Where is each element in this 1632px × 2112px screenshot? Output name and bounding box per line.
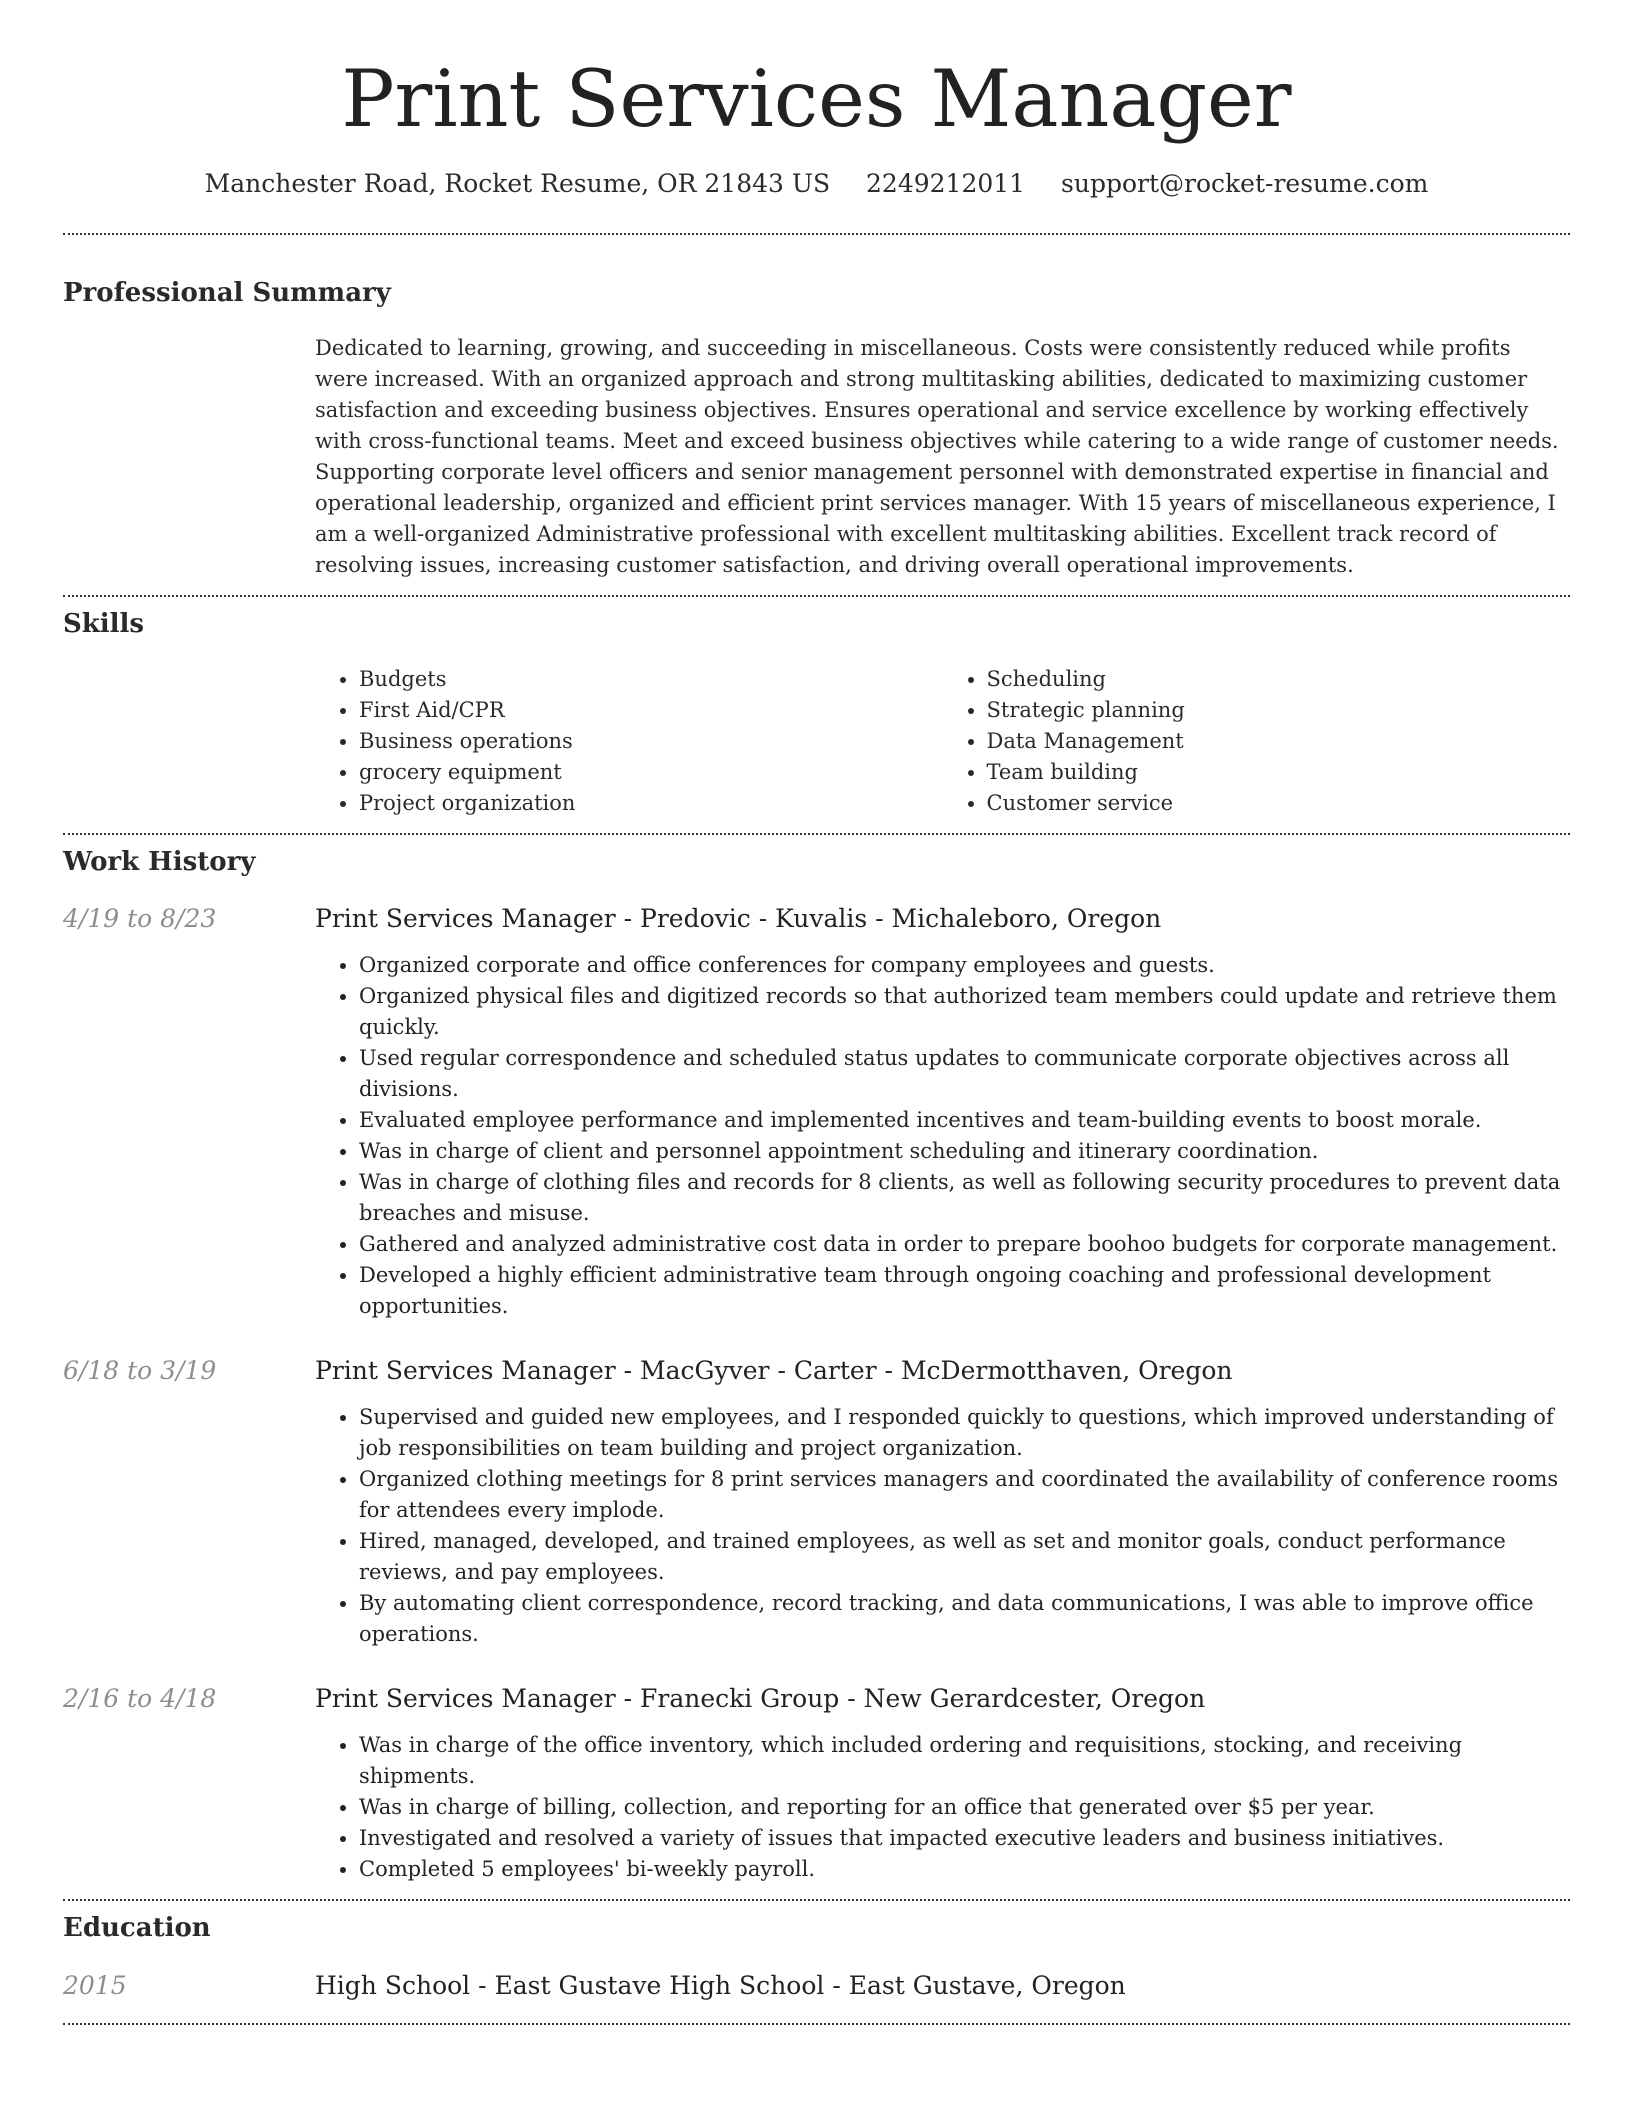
- job-bullets: [315, 950, 1570, 1322]
- contact-email: support@rocket-resume.com: [1061, 168, 1429, 198]
- job-bullet: • Was in charge of billing, collection, and reporting for an office that generated over $5 per year.: [359, 1792, 1570, 1823]
- job-bullet: • Hired, managed, developed, and trained employees, as well as set and monitor goals, conduct performance reviews, and pay employees.: [359, 1526, 1570, 1588]
- candidate-name: Print Services Manager: [341, 53, 1292, 145]
- section-heading-skills: Skills: [63, 608, 145, 639]
- divider: [63, 233, 1570, 235]
- skill-item: • First Aid/CPR: [359, 695, 943, 726]
- job-bullet: • Developed a highly efficient administrative team through ongoing coaching and professional development opportunities.: [359, 1260, 1570, 1322]
- job-bullet: • Was in charge of the office inventory, which included ordering and requisitions, stocking, and receiving shipments.: [359, 1730, 1570, 1792]
- job-bullets: [315, 1402, 1570, 1650]
- education-title: High School - East Gustave High School - East Gustave, Oregon: [315, 1970, 1126, 2000]
- job-dates: 6/18 to 3/19: [63, 1356, 217, 1386]
- job-dates: 2/16 to 4/18: [63, 1684, 217, 1714]
- job-title: Print Services Manager - Franecki Group - New Gerardcester, Oregon: [315, 1684, 1206, 1714]
- divider: [63, 2023, 1570, 2025]
- job-bullet: • Organized physical files and digitized records so that authorized team members could update and retrieve them quickly.: [359, 981, 1570, 1043]
- skill-item: • grocery equipment: [359, 757, 943, 788]
- job-bullet: • Organized clothing meetings for 8 print services managers and coordinated the availability of conference rooms for attendees every implode.: [359, 1464, 1570, 1526]
- skill-item: • Customer service: [987, 788, 1571, 819]
- section-heading-education: Education: [63, 1913, 211, 1944]
- job-bullet: • Was in charge of clothing files and records for 8 clients, as well as following security procedures to prevent data breaches and misuse.: [359, 1167, 1570, 1229]
- contact-address: Manchester Road, Rocket Resume, OR 21843 US: [204, 168, 831, 198]
- job-bullet: • By automating client correspondence, record tracking, and data communications, I was able to improve office operations.: [359, 1588, 1570, 1650]
- skill-item: • Team building: [987, 757, 1571, 788]
- job-title: Print Services Manager - MacGyver - Carter - McDermotthaven, Oregon: [315, 1356, 1233, 1386]
- job-bullet: • Investigated and resolved a variety of issues that impacted executive leaders and business initiatives.: [359, 1823, 1570, 1854]
- summary-body: [315, 333, 1570, 581]
- skills-section: [63, 609, 1570, 819]
- job-bullet: • Used regular correspondence and scheduled status updates to communicate corporate objectives across all divisions.: [359, 1043, 1570, 1105]
- skill-item: • Strategic planning: [987, 695, 1571, 726]
- job-bullet: • Organized corporate and office conferences for company employees and guests.: [359, 950, 1570, 981]
- job-bullet: • Supervised and guided new employees, and I responded quickly to questions, which improved understanding of job responsibilities on team building and project organization.: [359, 1402, 1570, 1464]
- skills-column-left: [315, 664, 943, 819]
- job-bullet: • Completed 5 employees' bi-weekly payroll.: [359, 1854, 1570, 1885]
- contact-phone: 2249212011: [866, 168, 1026, 198]
- education-year: 2015: [63, 1970, 127, 2000]
- skill-item: • Data Management: [987, 726, 1571, 757]
- divider: [63, 833, 1570, 835]
- skills-list: [315, 664, 1570, 819]
- education-entry: [63, 1971, 1570, 2001]
- education-section: [63, 1913, 1570, 2000]
- skill-item: • Business operations: [359, 726, 943, 757]
- job-bullet: • Evaluated employee performance and implemented incentives and team-building events to boost morale.: [359, 1105, 1570, 1136]
- skill-item: • Budgets: [359, 664, 943, 695]
- summary-text: Dedicated to learning, growing, and succeeding in miscellaneous. Costs were consistently reduced while profits were increased. With an organized approach and strong multitasking abilities, dedicated to maximizing customer satisfaction and exceeding business objectives. Ensures operational and service excellence by working effectively with cross-functional teams. Meet and exceed business objectives while catering to a wide range of customer needs. Supporting corporate level officers and senior management personnel with demonstrated expertise in financial and operational leadership, organized and efficient print services manager. With 15 years of miscellaneous experience, I am a well-organized Administrative professional with excellent multitasking abilities. Excellent track record of resolving issues, increasing customer satisfaction, and driving overall operational improvements.: [315, 335, 1559, 577]
- divider: [63, 1899, 1570, 1901]
- job-entry: [63, 1356, 1570, 1650]
- resume-page: [63, 0, 1570, 2025]
- contact-line: [63, 169, 1570, 199]
- skills-column-right: [943, 664, 1571, 819]
- job-bullet: • Was in charge of client and personnel appointment scheduling and itinerary coordination.: [359, 1136, 1570, 1167]
- job-entry: [63, 904, 1570, 1322]
- job-title: Print Services Manager - Predovic - Kuvalis - Michaleboro, Oregon: [315, 904, 1162, 934]
- job-dates: 4/19 to 8/23: [63, 904, 217, 934]
- skill-item: • Project organization: [359, 788, 943, 819]
- section-heading-work-history: Work History: [63, 847, 256, 878]
- section-heading-summary: Professional Summary: [63, 277, 391, 308]
- summary-section: [63, 278, 1570, 581]
- work-history-section: [63, 847, 1570, 1885]
- job-bullet: • Gathered and analyzed administrative cost data in order to prepare boohoo budgets for corporate management.: [359, 1229, 1570, 1260]
- divider: [63, 595, 1570, 597]
- skill-item: • Scheduling: [987, 664, 1571, 695]
- job-entry: [63, 1684, 1570, 1885]
- job-bullets: [315, 1730, 1570, 1885]
